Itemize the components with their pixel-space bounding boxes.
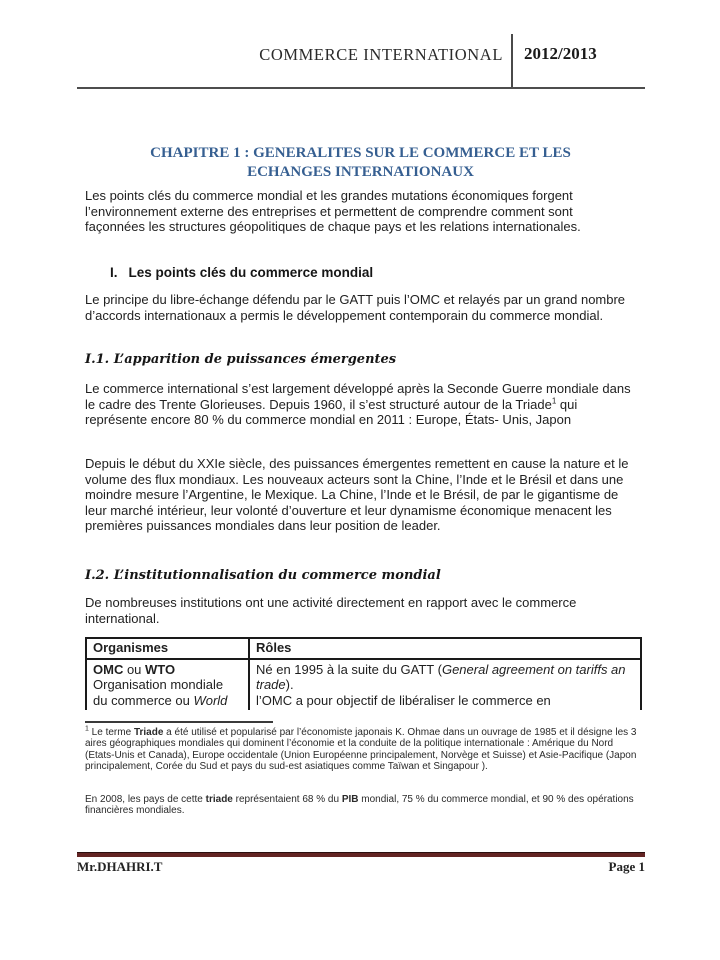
footnote-text: mondial, 75 % du commerce mondial, et 90 % des opérations financières mondiales. <box>85 794 634 817</box>
table-header-roles: Rôles <box>256 640 292 655</box>
section-1-2-paragraph: De nombreuses institutions ont une activité directement en rapport avec le commerce international. <box>85 595 577 626</box>
chapter-title: CHAPITRE 1 : GENERALITES SUR LE COMMERCE ET LES ECHANGES INTERNATIONAUX <box>150 145 571 180</box>
footnote-text: Le terme <box>88 727 134 738</box>
footnote-separator <box>85 721 273 723</box>
role-text: Né en 1995 à la suite du GATT ( <box>256 661 442 677</box>
section-1-label: Les points clés du commerce mondial <box>128 265 374 280</box>
footer-author: Mr.DHAHRI.T <box>77 859 163 874</box>
footer-page-number: Page 1 <box>608 859 645 874</box>
organisme-line-3 <box>93 693 242 709</box>
section-1-marker: I. <box>110 265 118 280</box>
document-header <box>77 34 645 88</box>
table-cell-organisme <box>87 660 250 711</box>
organisme-abbr-omc: OMC <box>93 661 124 677</box>
paragraph-text: qui représente encore 80 % du commerce mondial en 2011 : Europe, États- Unis, Japon <box>85 396 578 427</box>
table-row-omc <box>87 660 640 711</box>
document-footer <box>77 859 645 875</box>
footnote-text: En 2008, les pays de cette <box>85 794 206 805</box>
footnote-reference-1: 1 <box>551 396 557 406</box>
role-text-italic: General agreement on tariffs an trade <box>256 661 626 692</box>
footnote-1 <box>85 727 638 773</box>
section-1-1-paragraph-2: Depuis le début du XXIe siècle, des puissances émergentes remettent en cause la nature et le volume des flux mondiaux. Les nouveaux acteurs sont la Chine, l’Inde et le Brésil et dans une moindre mesure l’Argentine, le Mexique. La Chine, l’Inde et le Brésil, de par le gigantisme de leur marché intérieur, leur volonté d’ouverture et leur dynamisme économique menacent les premières puissances mondiales dans leur position de leader. <box>85 456 629 533</box>
footnote-text: représentaient 68 % du <box>232 794 342 805</box>
footnote-text: a été utilisé et popularisé par l’économiste japonais K. Ohmae dans un ouvrage de 1985 et il désigne les 3 aires géographiques mondiales qui dominent l’économie et la conduite de la politique internationale : Amérique du Nord (Etats-Unis et Canada), Europe occidentale (Union Européenne principalement, Norvège et Suisse) et Asie-Pacifique (Japon principalement, Corée du Sud et pays du sud-est asiatiques comme Taïwan et Singapour ). <box>85 727 637 773</box>
section-1-1-paragraph-1 <box>85 381 636 428</box>
organisme-line-1 <box>93 662 242 678</box>
organisme-name-italic: World <box>193 692 228 708</box>
footnote-bold-term: triade <box>205 794 233 805</box>
section-1-heading <box>85 265 661 280</box>
table-header-organismes: Organismes <box>87 639 250 658</box>
organisme-line-text: du commerce ou <box>93 692 194 708</box>
paragraph-text: Le commerce international s’est largement développé après la Seconde Guerre mondiale dans le cadre des Trente Glorieuses. Depuis 1960, il s’est structuré autour de la Triade <box>85 381 631 412</box>
organisme-line-text: ou <box>123 661 146 677</box>
role-paragraph-2: l’OMC a pour objectif de libéraliser le commerce en <box>256 692 551 708</box>
intro-paragraph: Les points clés du commerce mondial et les grandes mutations économiques forgent l’environnement externe des entreprises et permettent de comprendre comment sont façonnées les structures géopolitiques de chaque pays et les relations internationales. <box>85 188 581 234</box>
section-1-paragraph: Le principe du libre-échange défendu par le GATT puis l’OMC et relayés par un grand nombre d’accords internationaux a permis le développement contemporain du commerce mondial. <box>85 292 626 323</box>
role-paragraph-1 <box>256 662 634 693</box>
footer-rule <box>77 852 645 857</box>
table-cell-role <box>250 660 640 711</box>
footnote-bold-term: Triade <box>133 727 164 738</box>
document-title: COMMERCE INTERNATIONAL <box>259 45 503 64</box>
header-rule <box>77 87 645 89</box>
table-header-row <box>87 639 640 660</box>
footnote-2 <box>85 794 638 817</box>
organisme-line-2: Organisation mondiale <box>93 677 224 692</box>
footnote-bold-term: PIB <box>341 794 359 805</box>
role-text: ). <box>285 677 294 692</box>
header-divider <box>511 34 513 88</box>
organisme-abbr-wto: WTO <box>145 661 176 677</box>
document-year: 2012/2013 <box>524 44 597 63</box>
footnote-1-marker: 1 <box>85 725 89 733</box>
organismes-table <box>85 637 642 710</box>
section-1-2-heading: I.2. L’institutionnalisation du commerce mondial <box>85 568 441 583</box>
section-1-1-heading: I.1. L’apparition de puissances émergentes <box>85 352 397 367</box>
